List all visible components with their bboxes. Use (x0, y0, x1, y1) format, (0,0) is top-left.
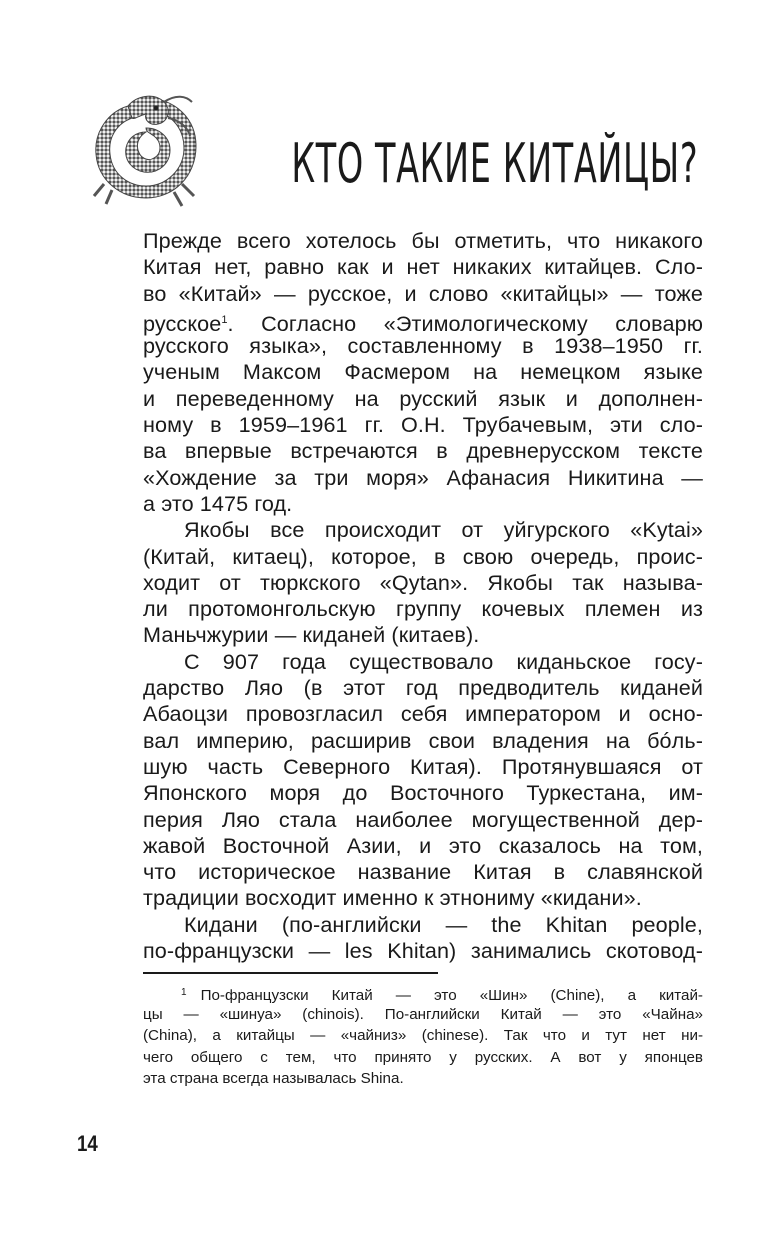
footnote-reference[interactable]: 1 (221, 313, 228, 326)
text-line: Китая нет, равно как и нет никаких китайцев. Сло- (143, 254, 703, 280)
paragraph-1 (143, 228, 703, 517)
text-line: что историческое название Китая в славянской (143, 859, 703, 885)
paragraph-4 (143, 912, 703, 965)
text-line: ному в 1959–1961 гг. О.Н. Трубачевым, эти сло- (143, 412, 703, 438)
main-text (143, 228, 703, 964)
text-line: ходит от тюркского «Qytan». Якобы так называ- (143, 569, 703, 595)
paragraph-3 (143, 649, 703, 912)
text-line: «Хождение за три моря» Афанасия Никитина — (143, 464, 703, 490)
paragraph-2 (143, 517, 703, 648)
text-line: по-французски — les Khitan) занимались скотовод- (143, 938, 703, 964)
footnote-line: эта страна всегда называлась Shina. (143, 1070, 404, 1087)
text-line: Абаоцзи провозгласил себя императором и осно- (143, 701, 703, 727)
text-line: и переведенному на русский язык и дополнен- (143, 385, 703, 411)
text-line: ва впервые встречаются в древнерусском тексте (143, 438, 703, 464)
text-line: Маньчжурии — киданей (китаев). (143, 622, 480, 648)
text-fragment: По-французски Китай — это «Шин» (Chine), а китай- (200, 987, 703, 1004)
dragon-emblem-icon (84, 88, 208, 212)
text-line: (Китай, китаец), которое, в свою очередь, проис- (143, 543, 703, 569)
footnote-divider (143, 972, 438, 974)
text-line: жавой Восточной Азии, и это сказалось на том, (143, 832, 703, 858)
footnote-line: цы — «шинуа» (chinois). По-английски Китай — это «Чайна» (143, 1005, 703, 1023)
text-line: русского языка», составленному в 1938–1950 гг. (143, 333, 703, 359)
text-line: перия Ляо стала наиболее могущественной дер- (143, 806, 703, 832)
text-line: во «Китай» — русское, и слово «китайцы» — тоже (143, 280, 703, 306)
page-number: 14 (77, 1131, 98, 1156)
text-line: шую часть Северного Китая). Протянувшаяся от (143, 753, 703, 779)
text-line: Прежде всего хотелось бы отметить, что никакого (143, 228, 703, 253)
text-line: традиции восходит именно к этнониму «кидани». (143, 885, 642, 911)
footnote-mark: 1 (181, 987, 187, 998)
footnote (143, 982, 703, 1090)
text-line: ли протомонгольскую группу кочевых племен из (143, 596, 703, 622)
text-line: ученым Максом Фасмером на немецком языке (143, 359, 703, 385)
text-line: Японского моря до Восточного Туркестана, им- (143, 780, 703, 806)
text-line: С 907 года существовало киданьское госу- (184, 648, 703, 674)
footnote-line: чего общего с тем, что принято у русских. А вот у японцев (143, 1048, 703, 1066)
text-line-with-footnote (143, 307, 703, 336)
text-line: Кидани (по-английски — the Khitan people, (184, 911, 703, 937)
text-line: а это 1475 год. (143, 490, 293, 516)
text-line: вал империю, расширив свои владения на бóль- (143, 727, 703, 753)
text-line: Якобы все происходит от уйгурского «Kytai» (184, 517, 703, 543)
chapter-title: КТО ТАКИЕ КИТАЙЦЫ? (291, 132, 698, 195)
footnote-line (143, 982, 703, 1004)
text-fragment: русское (143, 310, 222, 336)
text-fragment: . Согласно «Этимологическому словарю (227, 310, 703, 336)
text-line: дарство Ляо (в этот год предводитель киданей (143, 675, 703, 701)
footnote-line: (China), а китайцы — «чайниз» (chinese). Так что и тут нет ни- (143, 1027, 703, 1044)
